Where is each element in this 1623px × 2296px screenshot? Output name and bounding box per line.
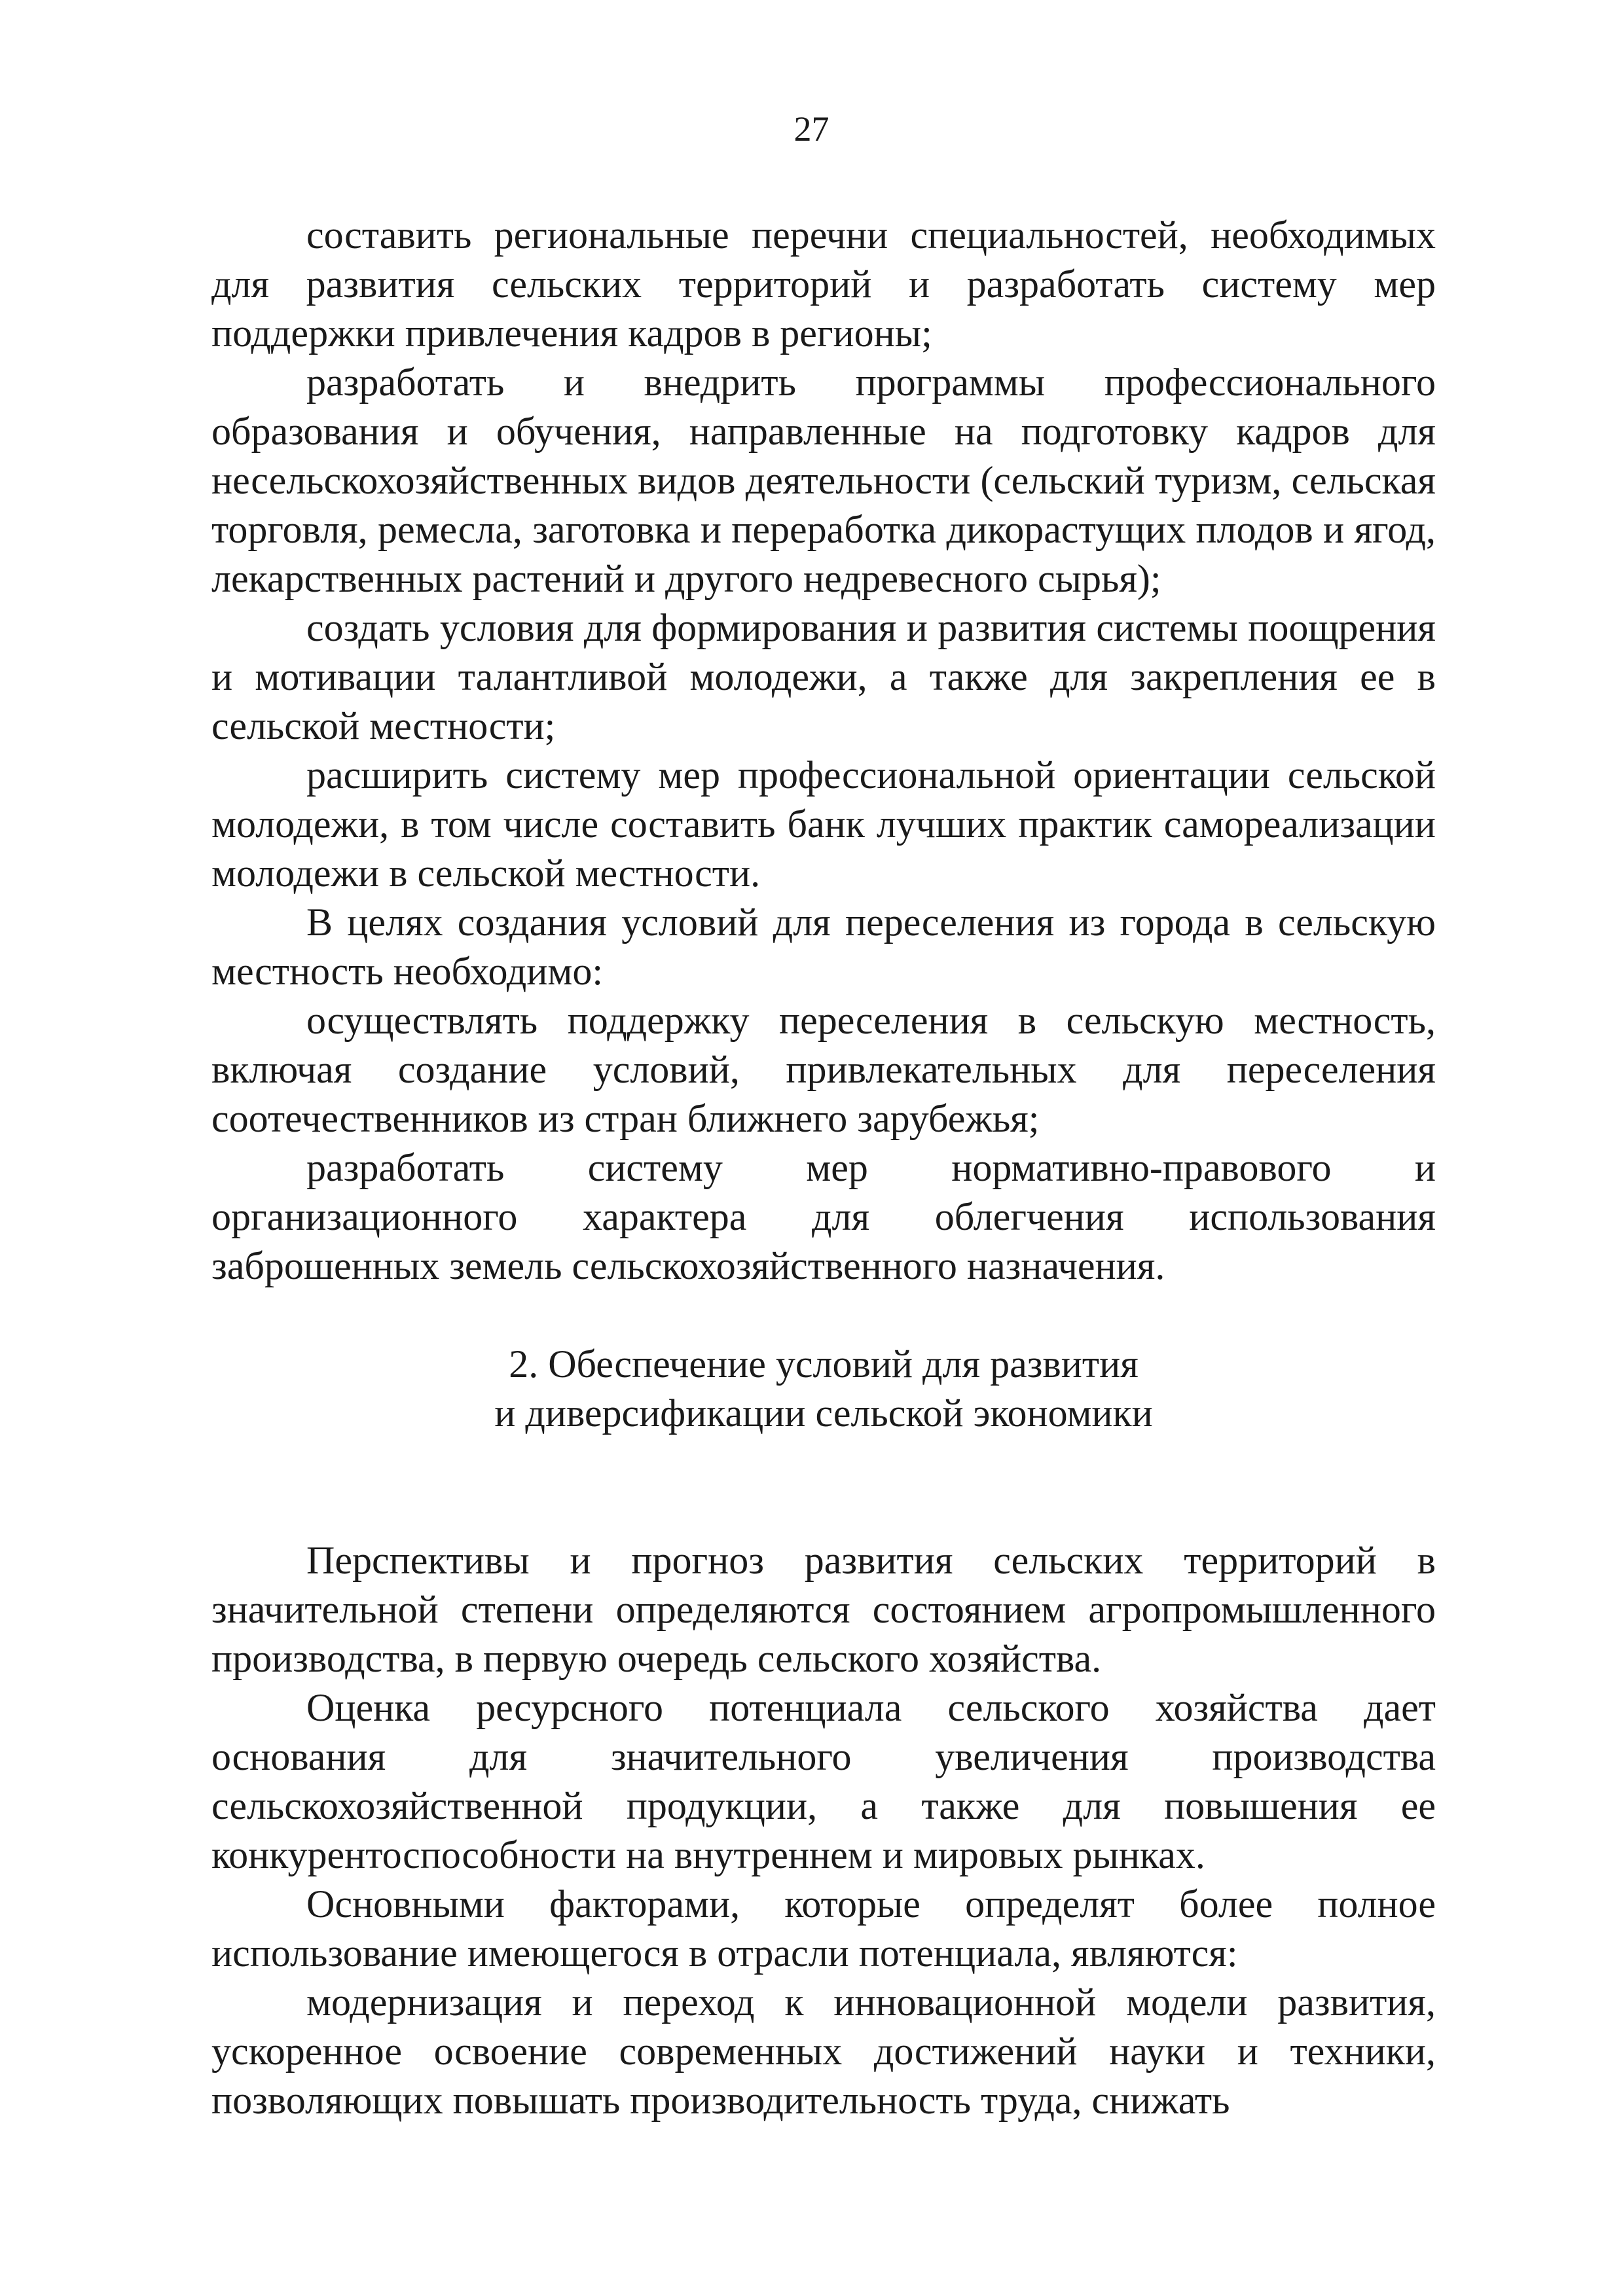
page-number: 27: [793, 109, 830, 149]
paragraph-regional-specialties: составить региональные перечни специальностей, необходимых для развития сельских территорий и разработать систему мер поддержки привлечения кадров в регионы;: [211, 213, 1436, 355]
paragraph-relocation-intro: В целях создания условий для переселения из города в сельскую местность необходимо:: [211, 901, 1436, 993]
section-heading-line-2: и диверсификации сельской экономики: [494, 1391, 1153, 1435]
paragraph-modernization: модернизация и переход к инновационной модели развития, ускоренное освоение современных достижений науки и техники, позволяющих повышать производительность труда, снижать: [211, 1981, 1436, 2122]
paragraph-relocation-support: осуществлять поддержку переселения в сельскую местность, включая создание условий, привлекательных для переселения соотечественников из стран ближнего зарубежья;: [211, 999, 1436, 1140]
paragraph-resource-potential: Оценка ресурсного потенциала сельского хозяйства дает основания для значительного увеличения производства сельскохозяйственной продукции, а также для повышения ее конкурентоспособности на внутреннем и мировых рынках.: [211, 1686, 1436, 1876]
section-heading-line-1: 2. Обеспечение условий для развития: [509, 1342, 1139, 1386]
paragraph-main-factors: Основными факторами, которые определят более полное использование имеющегося в отрасли потенциала, являются:: [211, 1882, 1436, 1975]
paragraph-abandoned-lands: разработать систему мер нормативно-правового и организационного характера для облегчения использования заброшенных земель сельскохозяйственного назначения.: [211, 1146, 1436, 1287]
paragraph-career-orientation: расширить систему мер профессиональной ориентации сельской молодежи, в том числе составить банк лучших практик самореализации молодежи в сельской местности.: [211, 753, 1436, 895]
paragraph-youth-motivation: создать условия для формирования и развития системы поощрения и мотивации талантливой молодежи, а также для закрепления ее в сельской местности;: [211, 606, 1436, 747]
document-body: [211, 211, 1436, 2125]
paragraph-education-programs: разработать и внедрить программы профессионального образования и обучения, направленные на подготовку кадров для несельскохозяйственных видов деятельности (сельский туризм, сельская торговля, ремесла, заготовка и переработка дикорастущих плодов и ягод, лекарственных растений и другого недревесного сырья);: [211, 361, 1436, 600]
paragraph-prospects: Перспективы и прогноз развития сельских территорий в значительной степени определяются состоянием агропромышленного производства, в первую очередь сельского хозяйства.: [211, 1539, 1436, 1680]
